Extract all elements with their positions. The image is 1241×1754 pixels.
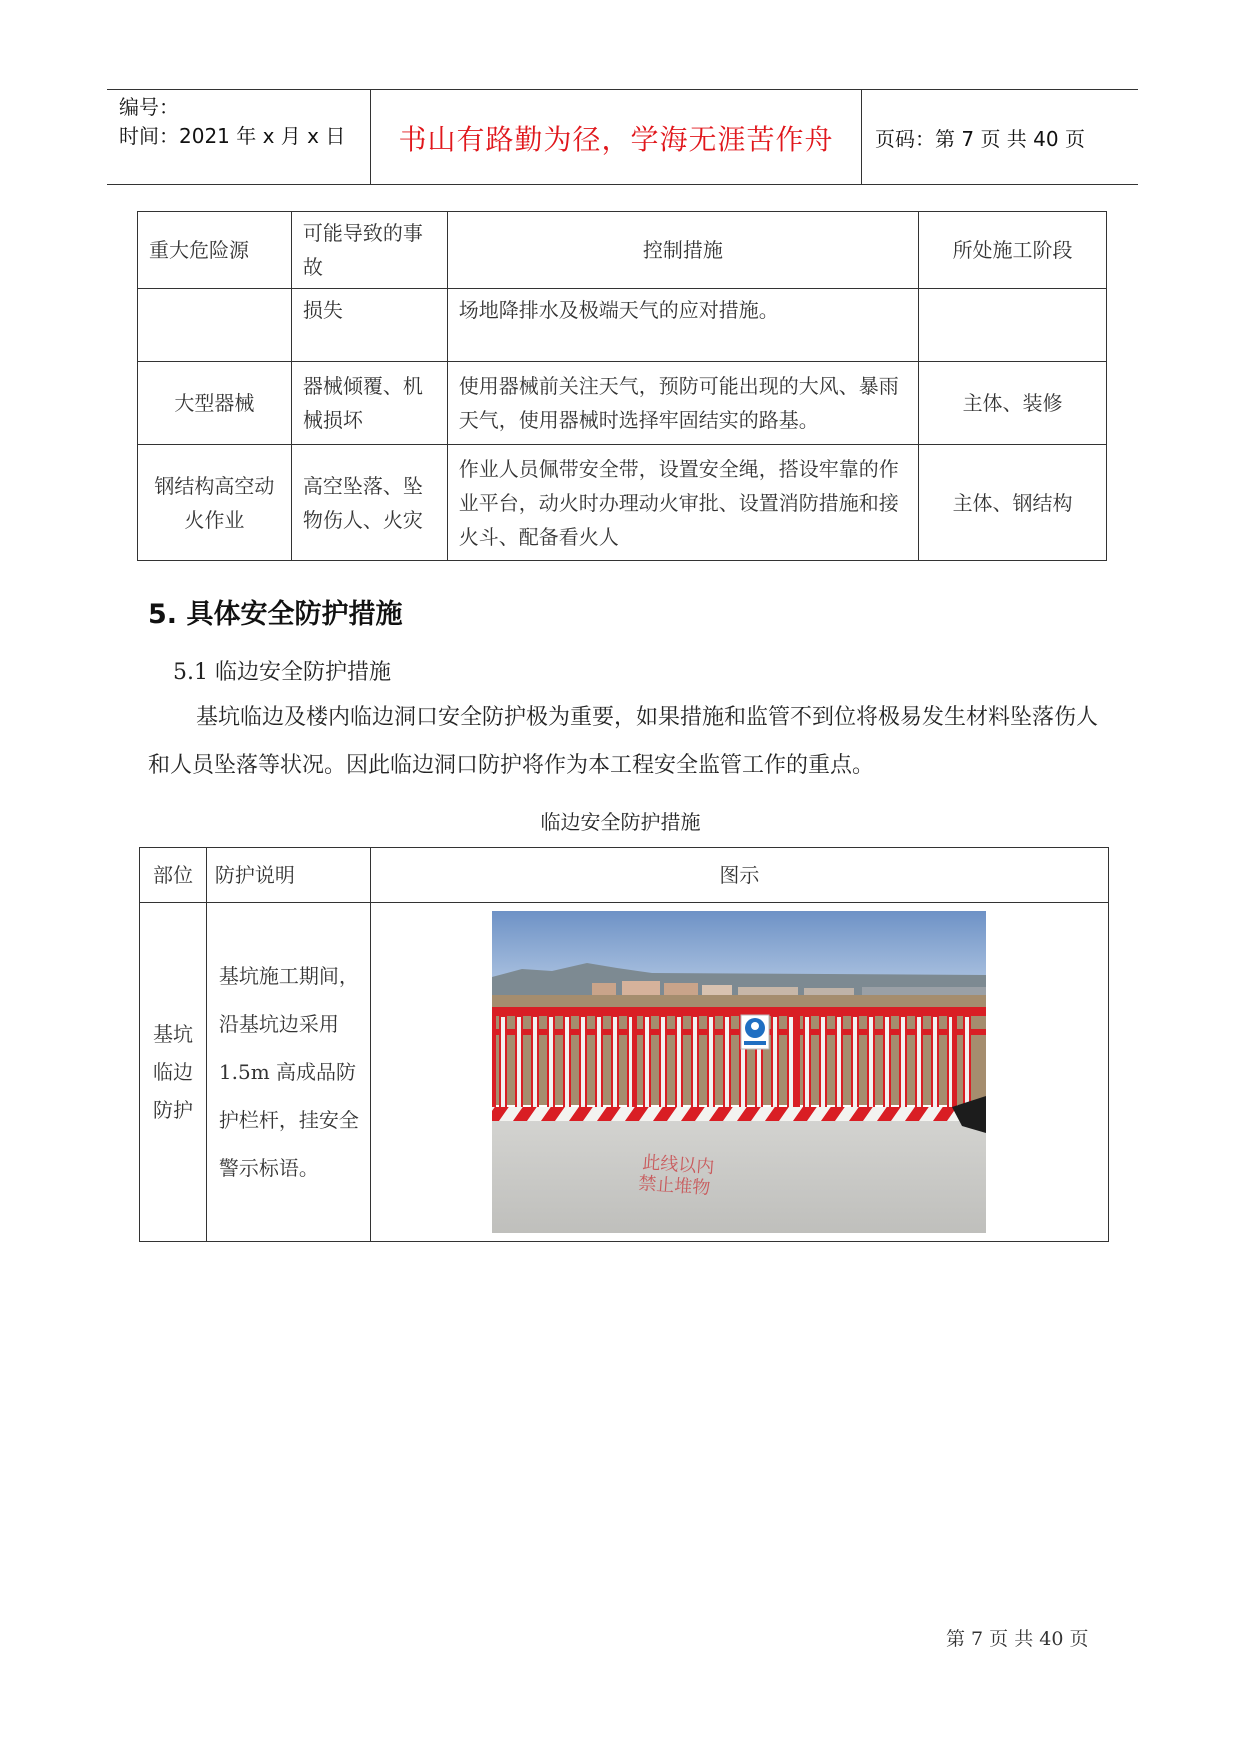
table-header-row xyxy=(140,848,1109,903)
table-cell: 大型器械 xyxy=(138,362,292,445)
guardrail-photo xyxy=(492,911,986,1233)
table-header-row xyxy=(138,212,1107,289)
document-time: 时间：2021 年 x 月 x 日 xyxy=(119,124,346,148)
section-heading: 5. 具体安全防护措施 xyxy=(148,599,403,630)
table-cell: 钢结构高空动火作业 xyxy=(138,445,292,561)
ground-text-line1: 此线以内 xyxy=(641,1152,716,1179)
table-cell: 主体、装修 xyxy=(919,362,1107,445)
table-cell: 作业人员佩带安全带，设置安全绳，搭设牢靠的作业平台，动火时办理动火审批、设置消防措施和接火斗、配备看火人 xyxy=(447,445,918,561)
table-row xyxy=(140,903,1109,1242)
table-header-cell: 防护说明 xyxy=(206,848,370,903)
table-row xyxy=(138,362,1107,445)
table-cell: 损失 xyxy=(291,289,447,362)
photo-curb xyxy=(492,1107,986,1121)
table-header-cell: 图示 xyxy=(370,848,1108,903)
table-cell xyxy=(919,289,1107,362)
table-header-cell: 所处施工阶段 xyxy=(919,212,1107,289)
hazard-table xyxy=(137,211,1107,561)
document-number: 编号： xyxy=(119,95,179,119)
table-cell: 基坑施工期间，沿基坑边采用1.5m 高成品防护栏杆，挂安全警示标语。 xyxy=(206,903,370,1242)
subsection-heading: 5.1 临边安全防护措施 xyxy=(173,660,391,685)
table-header-cell: 控制措施 xyxy=(447,212,918,289)
header-meta xyxy=(119,93,345,151)
protection-table xyxy=(139,847,1109,1242)
table-header-cell: 重大危险源 xyxy=(138,212,292,289)
ground-text-line2: 禁止堆物 xyxy=(637,1173,712,1200)
header-page-number: 页码：第 7 页 共 40 页 xyxy=(875,127,1085,151)
illustration-cell xyxy=(370,903,1108,1242)
table-caption: 临边安全防护措施 xyxy=(540,810,701,834)
table-row xyxy=(138,445,1107,561)
table-cell xyxy=(138,289,292,362)
table-cell: 使用器械前关注天气，预防可能出现的大风、暴雨天气，使用器械时选择牢固结实的路基。 xyxy=(447,362,918,445)
table-header-cell: 部位 xyxy=(140,848,207,903)
header-motto: 书山有路勤为径，学海无涯苦作舟 xyxy=(398,123,834,156)
table-cell: 场地降排水及极端天气的应对措施。 xyxy=(447,289,918,362)
table-cell: 器械倾覆、机械损坏 xyxy=(291,362,447,445)
page-header xyxy=(107,89,1138,185)
body-paragraph: 基坑临边及楼内临边洞口安全防护极为重要，如果措施和监管不到位将极易发生材料坠落伤人和人员坠落等状况。因此临边洞口防护将作为本工程安全监管工作的重点。 xyxy=(148,705,1099,778)
table-cell: 基坑临边防护 xyxy=(140,903,207,1242)
header-divider xyxy=(861,90,862,184)
table-cell: 主体、钢结构 xyxy=(919,445,1107,561)
photo-ground xyxy=(492,1121,986,1233)
table-row xyxy=(138,289,1107,362)
table-header-cell: 可能导致的事故 xyxy=(291,212,447,289)
safety-sign-icon xyxy=(741,1015,769,1049)
table-cell: 高空坠落、坠物伤人、火灾 xyxy=(291,445,447,561)
page-footer: 第 7 页 共 40 页 xyxy=(946,1628,1089,1650)
